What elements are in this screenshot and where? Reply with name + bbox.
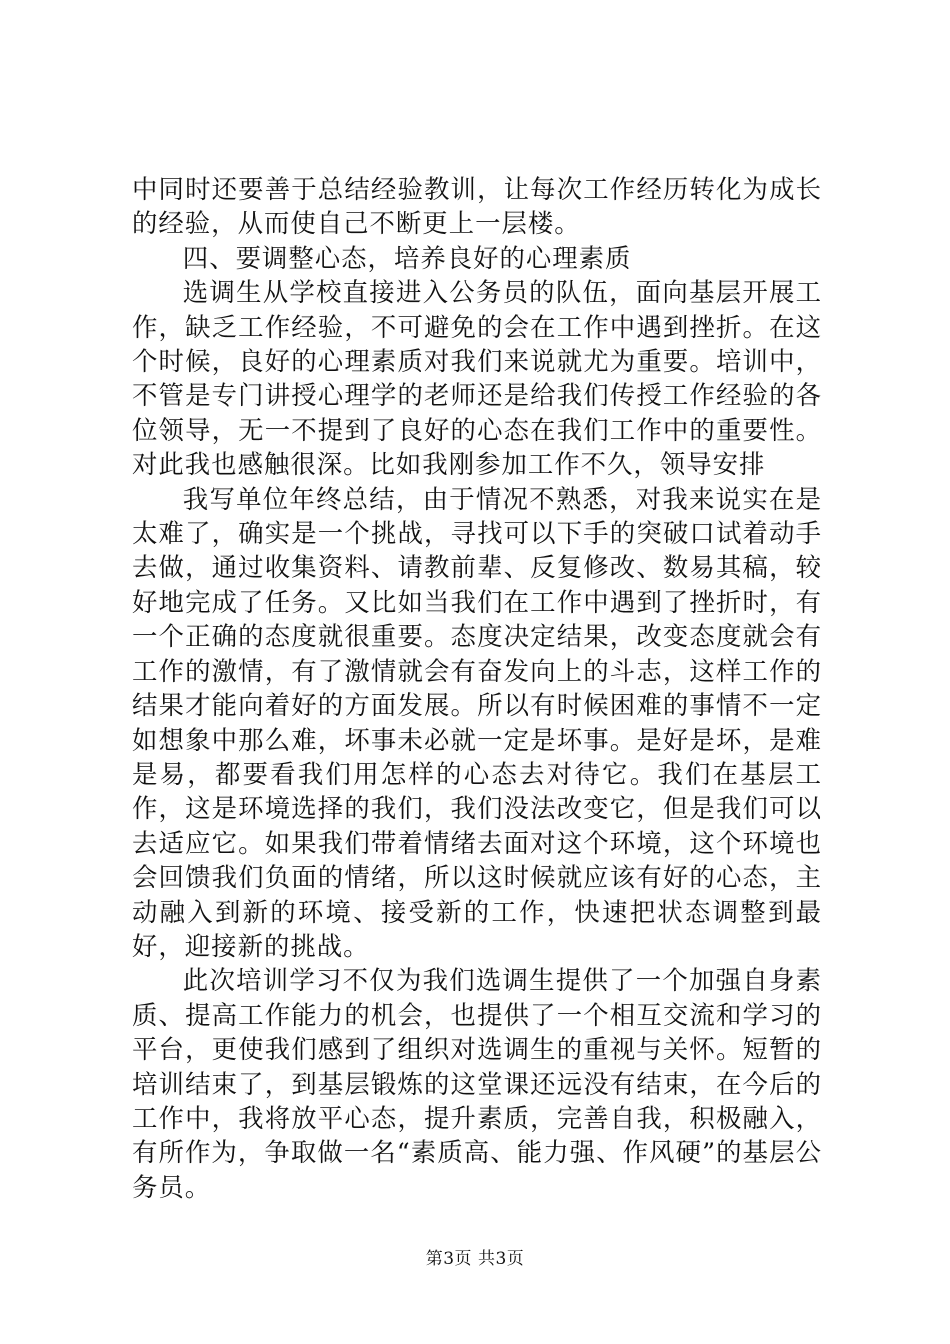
page-number-footer: 第3页 共3页: [425, 1249, 525, 1269]
paragraph: 选调生从学校直接进入公务员的队伍，面向基层开展工作，缺乏工作经验，不可避免的会在工作中遇到挫折。在这个时候，良好的心理素质对我们来说就尤为重要。培训中，不管是专门讲授心理学的老师还是给我们传授工作经验的各位领导，无一不提到了良好的心态在我们工作中的重要性。对此我也感触很深。比如我刚参加工作不久，领导安排: [132, 277, 822, 480]
section-heading: 四、要调整心态，培养良好的心理素质: [182, 242, 632, 273]
paragraph-continuation: 中同时还要善于总结经验教训，让每次工作经历转化为成长的经验，从而使自己不断更上一层楼。: [132, 174, 822, 239]
paragraph: 此次培训学习不仅为我们选调生提供了一个加强自身素质、提高工作能力的机会，也提供了一个相互交流和学习的平台，更使我们感到了组织对选调生的重视与关怀。短暂的培训结束了，到基层锻炼的这堂课还远没有结束，在今后的工作中，我将放平心态，提升素质，完善自我，积极融入，有所作为，争取做一名“素质高、能力强、作风硬”的基层公务员。: [132, 965, 822, 1202]
document-body: [132, 172, 822, 1204]
paragraph: 我写单位年终总结，由于情况不熟悉，对我来说实在是太难了，确实是一个挑战，寻找可以下手的突破口试着动手去做，通过收集资料、请教前辈、反复修改、数易其稿，较好地完成了任务。又比如当我们在工作中遇到了挫折时，有一个正确的态度就很重要。态度决定结果，改变态度就会有工作的激情，有了激情就会有奋发向上的斗志，这样工作的结果才能向着好的方面发展。所以有时候困难的事情不一定如想象中那么难，坏事未必就一定是坏事。是好是坏，是难是易，都要看我们用怎样的心态去对待它。我们在基层工作，这是环境选择的我们，我们没法改变它，但是我们可以去适应它。如果我们带着情绪去面对这个环境，这个环境也会回馈我们负面的情绪，所以这时候就应该有好的心态，主动融入到新的环境、接受新的工作，快速把状态调整到最好，迎接新的挑战。: [132, 483, 822, 961]
